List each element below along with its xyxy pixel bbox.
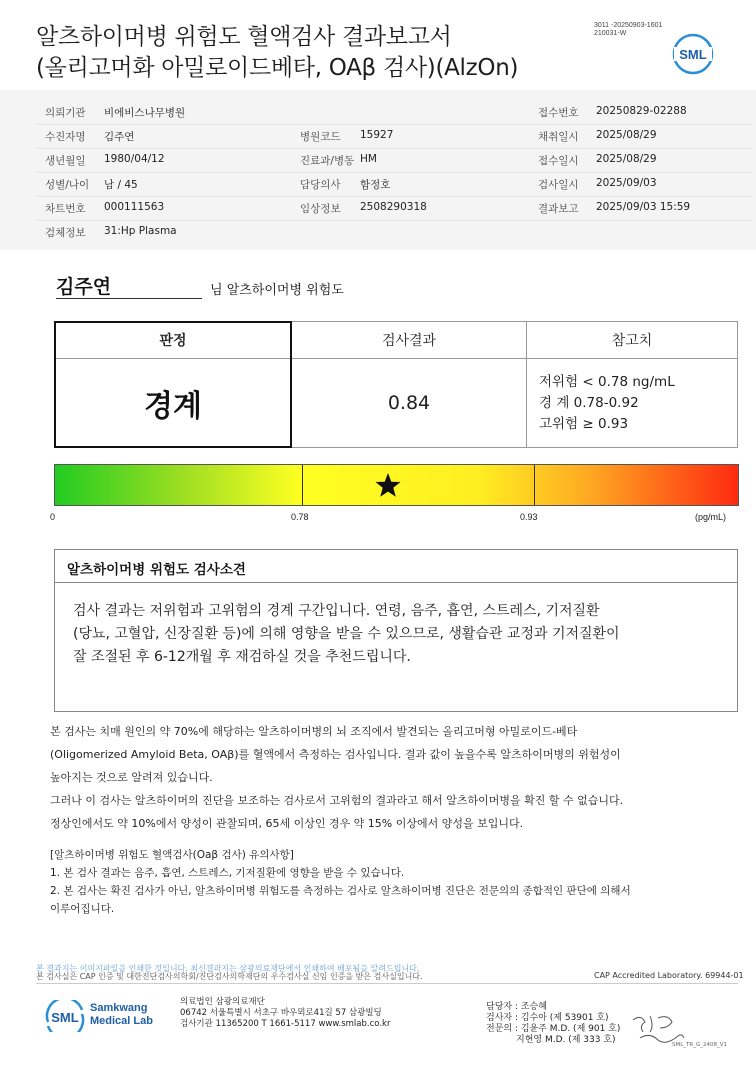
institution-label: 의뢰기관 <box>45 107 86 119</box>
notes-item-2: 2. 본 검사는 확진 검사가 아닌, 알츠하이머병 위험도를 측정하는 검사로 알츠하이머병 진단은 전문의의 종합적인 판단에 의해서 <box>50 885 631 897</box>
result-star-icon <box>375 472 401 498</box>
document-code-line1: 3011 -20250903-1601 <box>594 22 663 29</box>
document-code-line2: 210031-W <box>594 30 627 37</box>
cap-accreditation: CAP Accredited Laboratory. 69944-01 <box>594 971 744 980</box>
notes-item-1: 1. 본 검사 결과는 음주, 흡연, 스트레스, 기저질환에 영향을 받을 수 있습니다. <box>50 867 405 879</box>
staff-specialist-2: 지현영 M.D. (제 333 호) <box>516 1035 616 1045</box>
sex-age-label: 성별/나이 <box>45 179 90 191</box>
sml-footer-logo-icon <box>44 1000 86 1032</box>
logo-line-2: Medical Lab <box>90 1015 153 1027</box>
specimen-label: 검체정보 <box>45 227 86 239</box>
clinical-value: 2508290318 <box>360 201 427 213</box>
test-description <box>50 720 740 835</box>
info-row-5 <box>36 196 752 221</box>
specimen-value: 31:Hp Plasma <box>104 225 177 237</box>
col-reference-header: 참고치 <box>527 322 738 359</box>
opinion-line-2: (당뇨, 고혈압, 신장질환 등)에 의해 영향을 받을 수 있으므로, 생활습관 교정과 기저질환이 <box>73 626 620 642</box>
opinion-text <box>73 600 729 669</box>
description-line-5: 정상인에서도 약 10%에서 양성이 관찰되며, 65세 이상인 경우 약 15% 이상에서 양성을 보입니다. <box>50 817 524 830</box>
report-title-line1: 알츠하이머병 위험도 혈액검사 결과보고서 <box>36 24 452 50</box>
organization-info <box>180 997 390 1030</box>
result-heading-suffix: 님 알츠하이머병 위험도 <box>210 283 344 298</box>
report-title-line2: (올리고머화 아밀로이드베타, OAβ 검사)(AlzOn) <box>36 55 519 81</box>
test-date-value: 2025/09/03 <box>596 177 657 189</box>
scale-divider-high <box>534 465 535 505</box>
staff-specialist-1: 전문의 : 김윤주 M.D. (제 901 호) <box>486 1024 621 1034</box>
form-code: SML_TR_G_2408_V1 <box>672 1042 728 1048</box>
scale-tick-0: 0 <box>50 512 56 522</box>
logo-line-1: Samkwang <box>90 1002 148 1014</box>
description-line-2: (Oligomerized Amyloid Beta, OAβ)를 혈액에서 측정하는 검사입니다. 결과 값이 높을수록 알츠하이머병의 위험성이 <box>50 748 621 761</box>
doctor-value: 함정호 <box>360 179 391 191</box>
info-row-1 <box>36 100 752 125</box>
name-underline <box>56 298 202 299</box>
report-title <box>36 22 518 84</box>
clinical-label: 임상정보 <box>300 203 341 215</box>
chart-no-value: 000111563 <box>104 201 165 213</box>
reference-range <box>527 359 738 448</box>
sex-age-value: 남 / 45 <box>104 179 138 191</box>
info-row-2 <box>36 124 752 149</box>
institution-value: 비에비스나무병원 <box>104 107 186 119</box>
opinion-header <box>55 550 737 583</box>
org-address: 06742 서울특별시 서초구 바우뫼로41길 57 삼광빌딩 <box>180 1008 382 1018</box>
reference-high: 고위험 ≥ 0.93 <box>539 415 629 432</box>
reference-low: 저위험 < 0.78 ng/mL <box>539 373 675 390</box>
scale-unit: (pg/mL) <box>695 512 727 522</box>
collection-date-value: 2025/08/29 <box>596 129 657 141</box>
opinion-line-1: 검사 결과는 저위험과 고위험의 경계 구간입니다. 연령, 음주, 흡연, 스트레스, 기저질환 <box>73 603 600 619</box>
notes-title: [알츠하이머병 위험도 혈액검사(Oaβ 검사) 유의사항] <box>50 849 294 861</box>
receipt-no-value: 20250829-02288 <box>596 105 687 117</box>
hospital-code-label: 병원코드 <box>300 131 341 143</box>
name-value: 김주연 <box>104 131 135 143</box>
description-line-1: 본 검사는 치매 원인의 약 70%에 해당하는 알츠하이머병의 뇌 조직에서 발견되는 올리고머형 아밀로이드-베타 <box>50 725 578 738</box>
info-row-3 <box>36 148 752 173</box>
org-name: 의료법인 삼광의료재단 <box>180 997 265 1007</box>
receipt-no-label: 접수번호 <box>538 107 579 119</box>
scale-tick-093: 0.93 <box>520 512 538 522</box>
staff-info <box>486 1002 620 1046</box>
staff-tester: 검사자 : 김수아 (제 53901 호) <box>486 1013 609 1023</box>
print-warning: 본 결과지는 이미지파일을 인쇄한 것입니다. 최신결과지는 삼광의료재단에서 인쇄하여 배포됨을 알려드립니다. <box>36 964 420 973</box>
sml-logo-icon <box>672 33 714 75</box>
dept-label: 진료과/병동 <box>300 155 355 167</box>
report-date-label: 결과보고 <box>538 203 579 215</box>
scale-divider-low <box>302 465 303 505</box>
col-result-header: 검사결과 <box>292 322 527 359</box>
dept-value: HM <box>360 153 377 165</box>
footer-divider <box>36 983 738 984</box>
result-patient-name: 김주연 <box>56 276 112 298</box>
receipt-date-label: 접수일시 <box>538 155 579 167</box>
report-date-value: 2025/09/03 15:59 <box>596 201 691 213</box>
verdict-value: 경계 <box>55 359 292 448</box>
doctor-label: 담당의사 <box>300 179 341 191</box>
birth-label: 생년월일 <box>45 155 86 167</box>
staff-in-charge: 담당자 : 조승혜 <box>486 1002 547 1012</box>
reference-border: 경 계 0.78-0.92 <box>539 394 639 411</box>
info-row-4 <box>36 172 752 197</box>
svg-text:SML: SML <box>51 1010 79 1025</box>
notes-item-2-cont: 이루어집니다. <box>50 903 115 915</box>
opinion-box <box>54 549 738 712</box>
scale-tick-078: 0.78 <box>291 512 309 522</box>
col-verdict-header: 판정 <box>55 322 292 359</box>
risk-scale-bar <box>54 464 739 506</box>
receipt-date-value: 2025/08/29 <box>596 153 657 165</box>
test-date-label: 검사일시 <box>538 179 579 191</box>
description-line-3: 높아지는 것으로 알려져 있습니다. <box>50 771 213 784</box>
birth-value: 1980/04/12 <box>104 153 165 165</box>
caution-notes <box>50 846 740 918</box>
name-label: 수진자명 <box>45 131 86 143</box>
document-code <box>594 22 662 38</box>
result-value: 0.84 <box>292 359 527 448</box>
verdict-highlight-box <box>54 321 292 448</box>
hospital-code-value: 15927 <box>360 129 394 141</box>
chart-no-label: 차트번호 <box>45 203 86 215</box>
opinion-line-3: 잘 조절된 후 6-12개월 후 재검하실 것을 추천드립니다. <box>73 649 411 665</box>
org-contact: 검사기관 11365200 T 1661-5117 www.smlab.co.kr <box>180 1019 391 1029</box>
opinion-title: 알츠하이머병 위험도 검사소견 <box>67 562 246 578</box>
sml-logo-text: SML <box>679 47 707 62</box>
info-row-6 <box>36 220 752 244</box>
description-line-4: 그러나 이 검사는 알츠하이머의 진단을 보조하는 검사로서 고위험의 결과라고 해서 알츠하이머병을 확진 할 수 없습니다. <box>50 794 624 807</box>
certification-text: 본 검사실은 CAP 인증 및 대한진단검사의학회/진단검사의학재단의 우수검사실 신임 인증을 받은 검사실입니다. <box>36 972 423 981</box>
collection-date-label: 채취일시 <box>538 131 579 143</box>
